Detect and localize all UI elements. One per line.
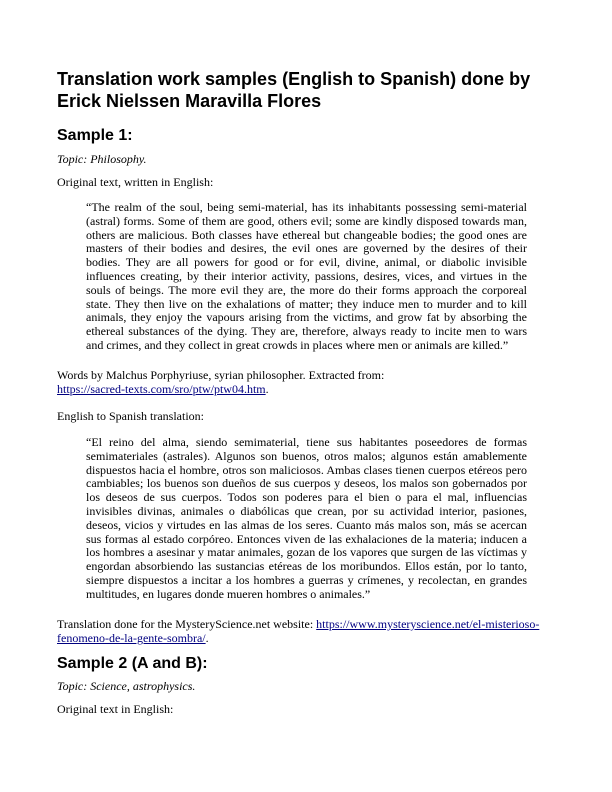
sample-1-translation-quote: “El reino del alma, siendo semimaterial, tiene sus habitantes poseedores de formas semimateriales (astrales). Algunos son buenos, otros malos; algunos están amablemente dispuestos hacia el hombre, otros son maliciosos. Ambas clases tienen cuerpos etéreos pero cambiables; los buenos son dueños de sus cuerpos y deseos, los malos son gobernados por los deseos de sus cuerpos. Todos son poderes para el bien o para el mal, influencias invisibles divinas, animales o diabólicas que crean, por su actividad interior, pasiones, deseos, vicios y virtudes en las almas de los seres. Cuanto más malos son, más se acercan sus formas al estado corpóreo. Entonces viven de las exhalaciones de la materia; inducen a los hombres a asesinar y matar animales, gozan de los vapores que surgen de las víctimas y engordan absorbiendo las sustancias etéreas de los moribundos. Ellos están, por lo tanto, siempre dispuestos a incitar a los hombres a guerras y crímenes, y recolectan, en grandes multitudes, en lugares donde mueren hombres o animales.” <box>86 435 527 601</box>
source-end: . <box>265 382 269 396</box>
sample-2-heading: Sample 2 (A and B): <box>57 655 208 672</box>
sample-1-credit <box>57 617 540 645</box>
sample-1-original-quote: “The realm of the soul, being semi-material, has its inhabitants possessing semi-material (astral) forms. Some of them are good, others evil; some are kindly disposed towards man, others are malicious. Both classes have ethereal but changeable bodies; the good ones are masters of their bodies and desires, the evil ones are governed by the desires of their bodies. They are all powers for good or for evil, divine, animal, or diabolic invisible influences creating, by their interior activity, passions, desires, vices, and virtues in the souls of beings. The more evil they are, the more do their forms approach the corporeal state. They then live on the exhalations of matter; they induce men to murder and to kill animals, they enjoy the vapours arising from the victims, and grow fat by absorbing the ethereal substances of the dying. They are, therefore, always ready to incite men to wars and crimes, and they collect in great crowds in places where men or animals are killed.” <box>86 200 527 352</box>
sample-1-original-label: Original text, written in English: <box>57 175 214 189</box>
sample-1-heading: Sample 1: <box>57 127 133 144</box>
credit-link[interactable]: https://www.mysteryscience.net/el-misterioso-fenomeno-de-la-gente-sombra/ <box>57 617 540 645</box>
sample-1-source <box>57 368 540 396</box>
credit-end: . <box>205 631 209 645</box>
sample-2-topic: Topic: Science, astrophysics. <box>57 679 196 693</box>
document-title: Translation work samples (English to Spanish) done by Erick Nielssen Maravilla Flores <box>57 69 531 111</box>
source-link[interactable]: https://sacred-texts.com/sro/ptw/ptw04.htm <box>57 382 266 396</box>
credit-text: Translation done for the MysteryScience.net website: <box>57 617 317 631</box>
source-text: Words by Malchus Porphyriuse, syrian philosopher. Extracted from: <box>57 368 385 382</box>
sample-1-topic: Topic: Philosophy. <box>57 152 147 166</box>
sample-2-original-label: Original text in English: <box>57 702 174 716</box>
sample-1-translation-label: English to Spanish translation: <box>57 409 204 423</box>
